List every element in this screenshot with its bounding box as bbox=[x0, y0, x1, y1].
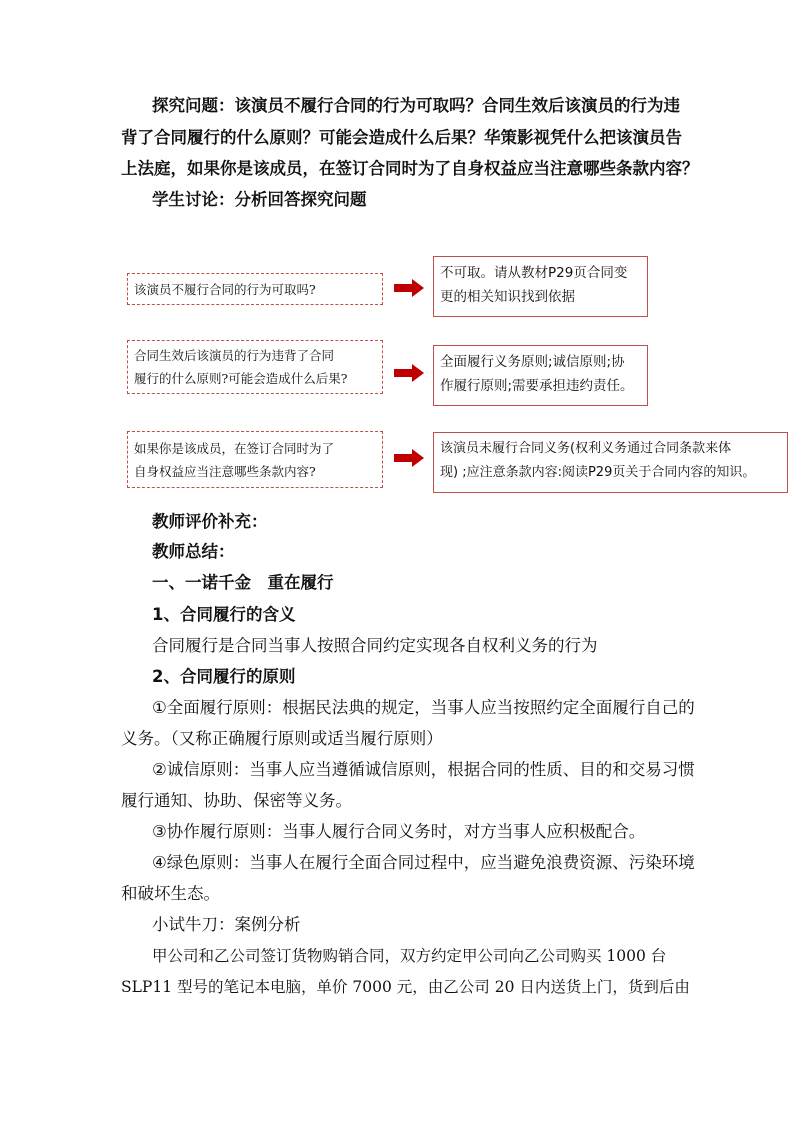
answer-box-3 bbox=[433, 432, 788, 493]
answer-text-3: 该演员未履行合同义务(权利义务通过合同条款来体 现) ;应注意条款内容:阅读P29页关于合同内容的知识。 bbox=[440, 441, 756, 480]
subheading-1: 1、合同履行的含义 bbox=[152, 605, 296, 624]
principle-3-line-1: ③协作履行原则：当事人履行合同义务时，对方当事人应积极配合。 bbox=[152, 822, 646, 841]
intro-line-2: 背了合同履行的什么原则？可能会造成什么后果？华策影视凭什么把该演员告 bbox=[121, 128, 682, 147]
arrow-right-icon bbox=[394, 449, 424, 467]
student-discussion: 学生讨论：分析回答探究问题 bbox=[152, 190, 367, 209]
subheading-2: 2、合同履行的原则 bbox=[152, 667, 296, 686]
arrow-right-icon bbox=[394, 364, 424, 382]
question-text-1: 该演员不履行合同的行为可取吗? bbox=[134, 281, 316, 297]
question-box-2 bbox=[127, 340, 383, 394]
intro-line-1: 探究问题：该演员不履行合同的行为可取吗？合同生效后该演员的行为违 bbox=[152, 96, 680, 115]
answer-text-1: 不可取。请从教材P29页合同变 更的相关知识找到依据 bbox=[440, 265, 628, 305]
case-line-1: 甲公司和乙公司签订货物购销合同，双方约定甲公司向乙公司购买 1000 台 bbox=[152, 947, 667, 965]
question-text-2: 合同生效后该演员的行为违背了合同 履行的什么原则?可能会造成什么后果? bbox=[134, 348, 348, 386]
principle-1-line-2: 义务。（又称正确履行原则或适当履行原则） bbox=[121, 729, 443, 748]
principle-1-line-1: ①全面履行原则：根据民法典的规定，当事人应当按照约定全面履行自己的 bbox=[152, 698, 695, 717]
intro-line-3: 上法庭，如果你是该成员，在签订合同时为了自身权益应当注意哪些条款内容？ bbox=[121, 159, 699, 178]
question-box-3 bbox=[127, 431, 383, 488]
teacher-summary: 教师总结： bbox=[152, 542, 235, 561]
section-heading-1: 一、一诺千金 重在履行 bbox=[152, 573, 334, 592]
arrow-right-icon bbox=[394, 279, 424, 297]
question-text-3: 如果你是该成员，在签订合同时为了 自身权益应当注意哪些条款内容? bbox=[134, 440, 335, 479]
case-line-2: SLP11 型号的笔记本电脑，单价 7000 元，由乙公司 20 日内送货上门，货到后由 bbox=[121, 978, 690, 996]
teacher-evaluation: 教师评价补充： bbox=[152, 512, 268, 531]
principle-2-line-1: ②诚信原则：当事人应当遵循诚信原则，根据合同的性质、目的和交易习惯 bbox=[152, 760, 695, 779]
principle-4-line-2: 和破坏生态。 bbox=[121, 884, 220, 903]
answer-box-1 bbox=[433, 256, 648, 317]
contract-performance-definition: 合同履行是合同当事人按照合同约定实现各自权利义务的行为 bbox=[152, 636, 598, 655]
answer-box-2 bbox=[433, 345, 648, 406]
answer-text-2: 全面履行义务原则;诚信原则;协 作履行原则;需要承担违约责任。 bbox=[440, 354, 634, 394]
principle-2-line-2: 履行通知、协助、保密等义务。 bbox=[121, 791, 352, 810]
case-analysis-title: 小试牛刀：案例分析 bbox=[152, 915, 301, 934]
question-box-1 bbox=[127, 273, 383, 305]
principle-4-line-1: ④绿色原则：当事人在履行全面合同过程中，应当避免浪费资源、污染环境 bbox=[152, 853, 695, 872]
